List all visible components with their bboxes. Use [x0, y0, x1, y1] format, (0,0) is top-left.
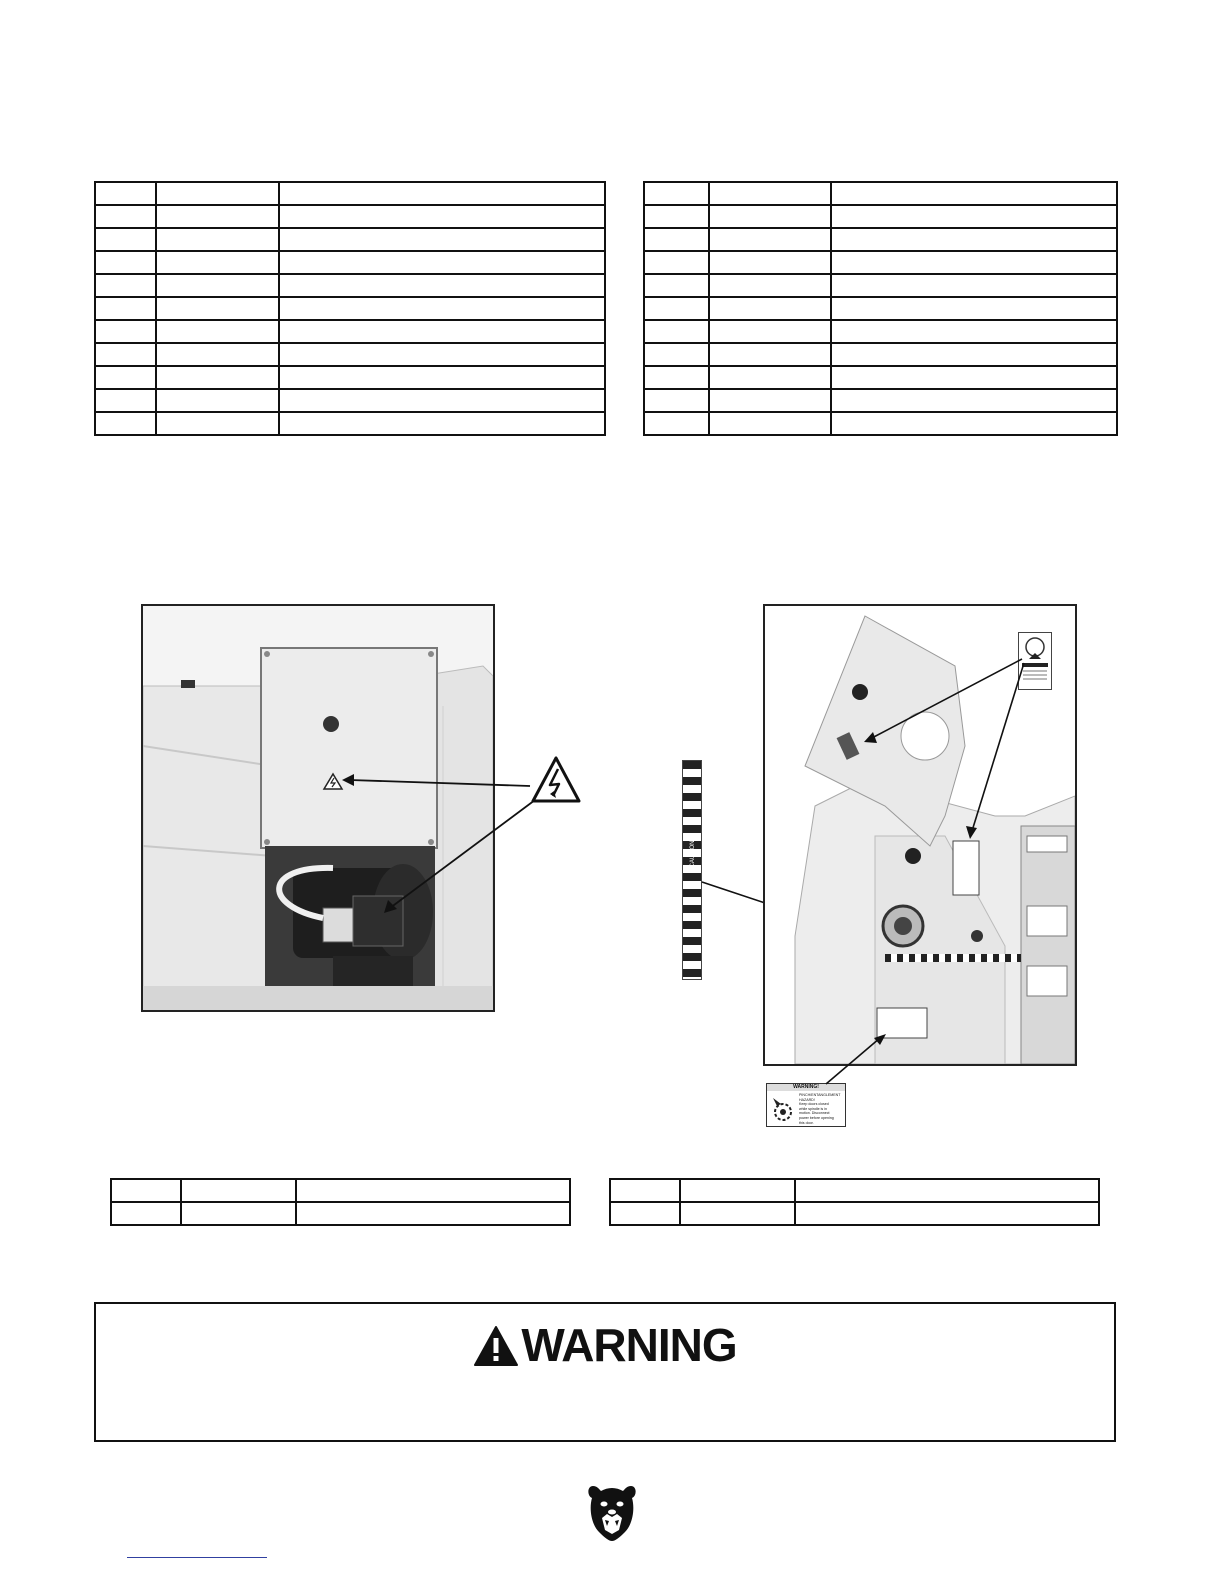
electrical-callout-arrows: [330, 770, 540, 920]
pinch-label-line6: power before opening: [799, 1115, 834, 1120]
parts-table-right: [643, 181, 1118, 436]
entanglement-callout-arrows: [860, 655, 1030, 845]
warning-triangle-icon: [473, 1325, 519, 1367]
gear-hand-icon: [769, 1094, 797, 1122]
pinch-label-line4: while spindle is in: [799, 1106, 827, 1111]
bear-logo-icon: [585, 1480, 639, 1542]
footer-link-underline[interactable]: [127, 1557, 267, 1558]
warning-title-text: WARNING: [521, 1319, 737, 1371]
pinch-callout-arrow: [820, 1030, 890, 1090]
pinch-label-line3: Keep doors closed: [799, 1102, 829, 1107]
pinch-label-line5: motion. Disconnect: [799, 1111, 830, 1116]
label-table-left: [110, 1178, 571, 1226]
pinch-label-line1: PINCH/ENTANGLEMENT: [799, 1093, 841, 1097]
warning-heading: [96, 1318, 1114, 1372]
parts-table-left: [94, 181, 606, 436]
label-table-right: [609, 1178, 1100, 1226]
pinch-label-line2: HAZARD!: [799, 1097, 815, 1102]
warning-box: [94, 1302, 1116, 1442]
pinch-label-header: WARNING!: [767, 1084, 845, 1091]
pinch-label-line7: this door.: [799, 1120, 814, 1125]
strip-caution-text: CAUTION: [690, 840, 696, 868]
